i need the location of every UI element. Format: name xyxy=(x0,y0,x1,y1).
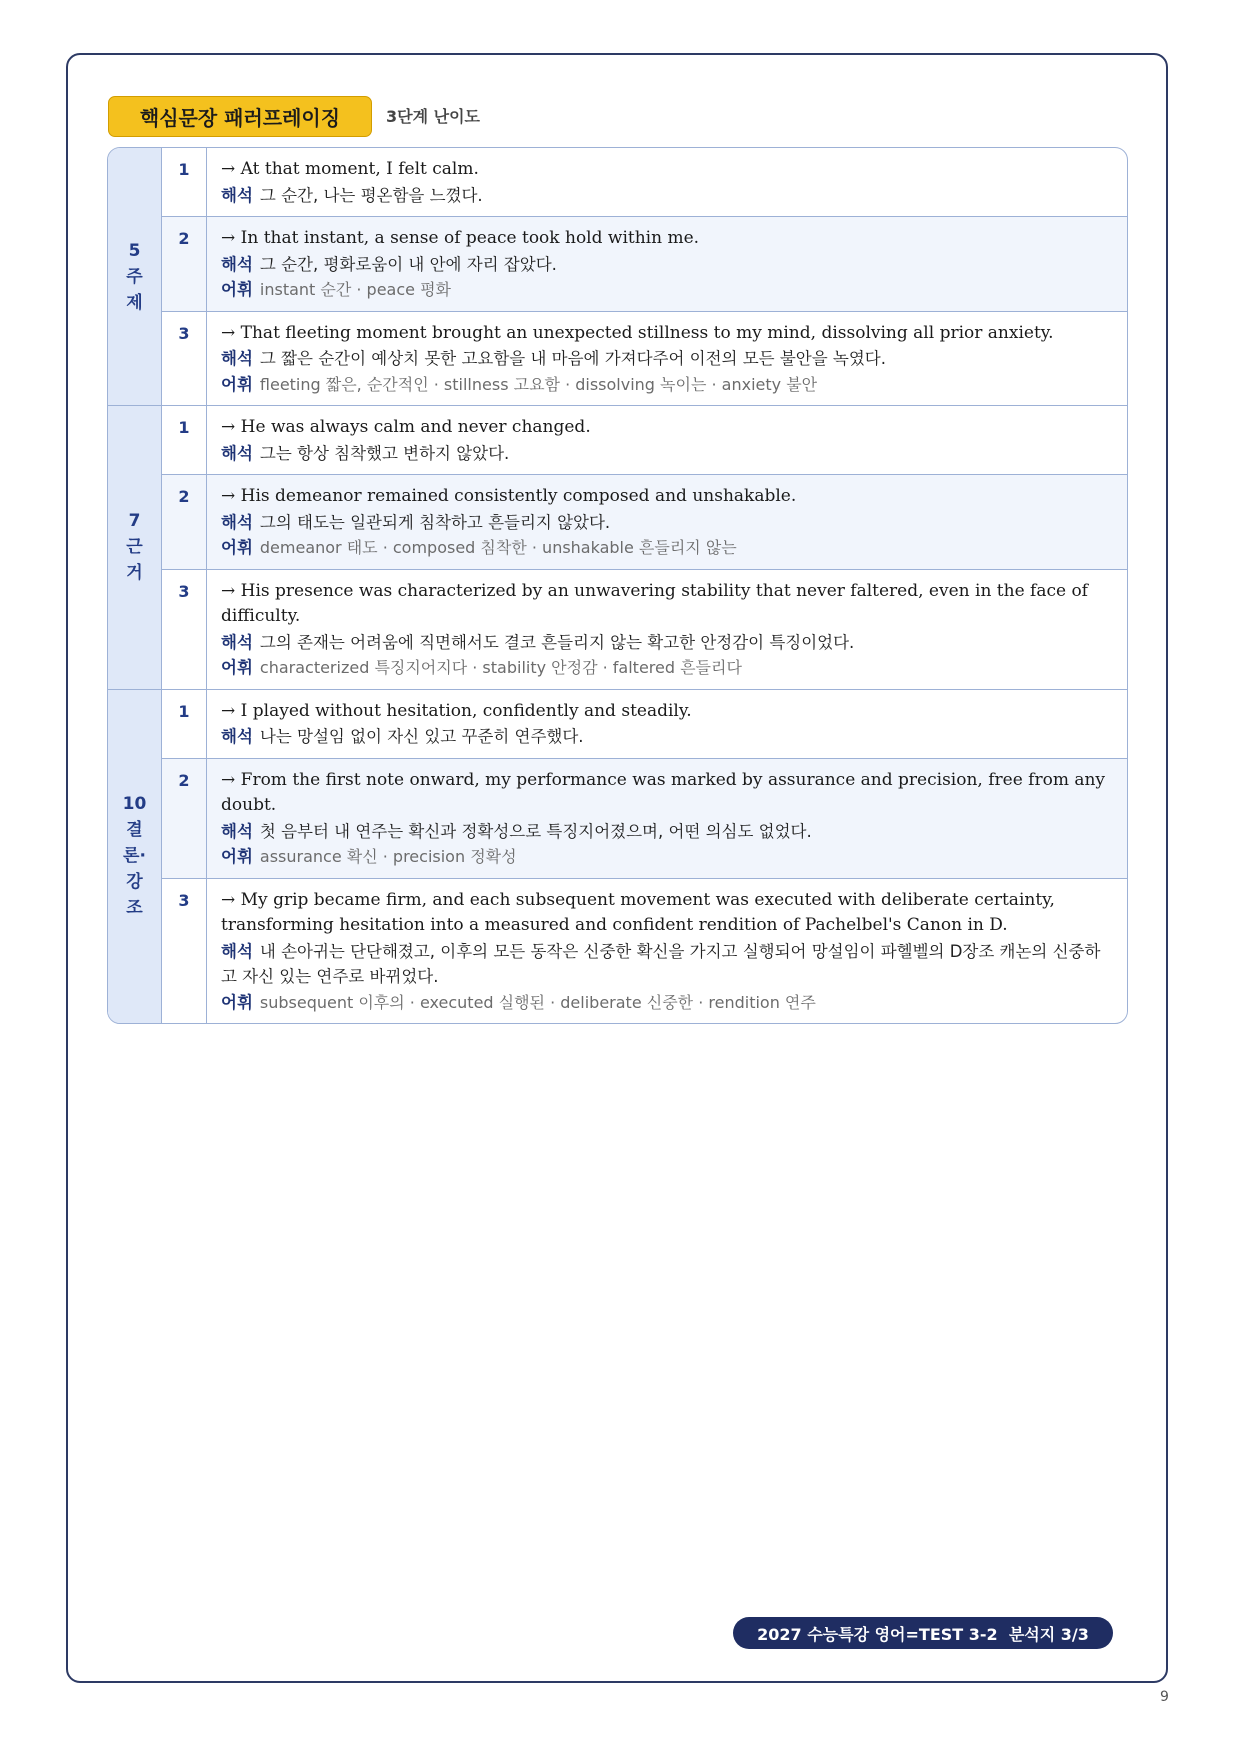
group-7 xyxy=(108,405,1127,689)
table-row xyxy=(162,878,1127,1024)
row-body xyxy=(207,475,1127,569)
row-body xyxy=(207,879,1127,1024)
translation-tag: 해석 xyxy=(221,632,253,652)
table-row xyxy=(162,569,1127,689)
vocab-text: demeanor 태도 · composed 침착한 · unshakable 흔들리지 않는 xyxy=(259,538,737,557)
vocab-tag: 어휘 xyxy=(221,374,253,394)
vocab-text: instant 순간 · peace 평화 xyxy=(259,280,452,299)
row-number: 2 xyxy=(162,759,207,878)
vocab-text: fleeting 짧은, 순간적인 · stillness 고요함 · dissolving 녹이는 · anxiety 불안 xyxy=(259,374,818,394)
table-row xyxy=(162,758,1127,878)
group-label-char: 강 xyxy=(126,872,143,893)
row-number: 2 xyxy=(162,475,207,569)
translation-tag: 해석 xyxy=(221,821,253,841)
group-label-char: 근 xyxy=(126,537,143,558)
row-body xyxy=(207,690,1127,758)
translation-tag: 해석 xyxy=(221,185,253,205)
translation-tag: 해석 xyxy=(221,941,253,961)
translation-tag: 해석 xyxy=(221,443,253,463)
translation-text: 그 짧은 순간이 예상치 못한 고요함을 내 마음에 가져다주어 이전의 모든 불안을 녹였다. xyxy=(259,349,886,368)
group-label-char: 결 xyxy=(126,820,143,841)
korean-translation xyxy=(221,630,1113,656)
translation-text: 내 손아귀는 단단해졌고, 이후의 모든 동작은 신중한 확신을 가지고 실행되어 망설임이 파헬벨의 D장조 캐논의 신중하고 자신 있는 연주로 바뀌었다. xyxy=(221,941,1101,986)
vocab-text: characterized 특징지어지다 · stability 안정감 · faltered 흔들리다 xyxy=(259,658,742,677)
english-sentence: → His demeanor remained consistently composed and unshakable. xyxy=(221,486,797,506)
row-body xyxy=(207,217,1127,311)
table-row xyxy=(162,690,1127,758)
row-number: 3 xyxy=(162,570,207,689)
row-body xyxy=(207,312,1127,406)
english-sentence: → He was always calm and never changed. xyxy=(221,417,591,437)
group-label-char: 주 xyxy=(126,266,143,287)
translation-text: 나는 망설임 없이 자신 있고 꾸준히 연주했다. xyxy=(259,727,584,746)
vocab-line xyxy=(221,844,1113,870)
row-body xyxy=(207,759,1127,878)
vocab-line xyxy=(221,372,1113,398)
group-label xyxy=(108,406,162,689)
group-5 xyxy=(108,148,1127,405)
korean-translation xyxy=(221,939,1113,990)
table-row xyxy=(162,148,1127,216)
translation-text: 그 순간, 나는 평온함을 느꼈다. xyxy=(259,185,483,205)
row-body xyxy=(207,406,1127,474)
group-label xyxy=(108,148,162,405)
korean-translation xyxy=(221,441,1113,467)
vocab-line xyxy=(221,990,1113,1016)
english-sentence: → At that moment, I felt calm. xyxy=(221,159,479,179)
korean-translation xyxy=(221,346,1113,372)
difficulty-label: 3단계 난이도 xyxy=(386,107,480,126)
row-number: 3 xyxy=(162,879,207,1024)
table-row xyxy=(162,216,1127,311)
vocab-text: subsequent 이후의 · executed 실행된 · deliberate 신중한 · rendition 연주 xyxy=(259,992,816,1012)
group-label-char: 제 xyxy=(126,292,143,313)
translation-text: 첫 음부터 내 연주는 확신과 정확성으로 특징지어졌으며, 어떤 의심도 없었다. xyxy=(259,821,812,841)
vocab-tag: 어휘 xyxy=(221,538,253,557)
row-number: 3 xyxy=(162,312,207,406)
row-number: 1 xyxy=(162,406,207,474)
translation-tag: 해석 xyxy=(221,349,253,368)
english-sentence: → That fleeting moment brought an unexpected stillness to my mind, dissolving all prior anxiety. xyxy=(221,322,1054,343)
english-sentence: → From the first note onward, my performance was marked by assurance and precision, free from any doubt. xyxy=(221,769,1106,815)
table-row xyxy=(162,311,1127,406)
vocab-text: assurance 확신 · precision 정확성 xyxy=(259,847,517,866)
group-number: 7 xyxy=(128,511,141,532)
translation-text: 그는 항상 침착했고 변하지 않았다. xyxy=(259,443,510,463)
vocab-tag: 어휘 xyxy=(221,847,253,866)
korean-translation xyxy=(221,510,1113,536)
translation-text: 그 순간, 평화로움이 내 안에 자리 잡았다. xyxy=(259,254,557,274)
table-row xyxy=(162,406,1127,474)
row-number: 1 xyxy=(162,148,207,216)
row-body xyxy=(207,148,1127,216)
row-number: 2 xyxy=(162,217,207,311)
vocab-line xyxy=(221,535,1113,561)
group-label-char: 거 xyxy=(126,563,143,584)
vocab-tag: 어휘 xyxy=(221,658,253,677)
vocab-tag: 어휘 xyxy=(221,280,253,299)
vocab-tag: 어휘 xyxy=(221,992,253,1012)
vocab-line xyxy=(221,277,1113,303)
english-sentence: → I played without hesitation, confidently and steadily. xyxy=(221,700,692,721)
group-number: 5 xyxy=(128,240,141,261)
translation-tag: 해석 xyxy=(221,512,253,532)
english-sentence: → His presence was characterized by an unwavering stability that never faltered, even in the face of difficulty. xyxy=(221,580,1088,626)
translation-text: 그의 존재는 어려움에 직면해서도 결코 흔들리지 않는 확고한 안정감이 특징이었다. xyxy=(259,632,855,652)
footer-badge: 2027 수능특강 영어=TEST 3-2 분석지 3/3 xyxy=(733,1617,1113,1649)
group-10 xyxy=(108,689,1127,1024)
group-label xyxy=(108,690,162,1024)
paraphrase-table xyxy=(107,147,1128,1024)
korean-translation xyxy=(221,183,1113,209)
group-label-char: 조 xyxy=(126,898,143,919)
korean-translation xyxy=(221,724,1113,750)
group-number: 10 xyxy=(122,794,147,815)
translation-tag: 해석 xyxy=(221,727,253,746)
row-number: 1 xyxy=(162,690,207,758)
group-label-char: 론· xyxy=(123,846,146,867)
vocab-line xyxy=(221,655,1113,681)
row-body xyxy=(207,570,1127,689)
page-number: 9 xyxy=(1160,1689,1169,1705)
korean-translation xyxy=(221,252,1113,278)
english-sentence: → My grip became firm, and each subsequent movement was executed with deliberate certainty, transforming hesitation into a measured and confident rendition of Pachelbel's Canon in D. xyxy=(221,889,1055,935)
korean-translation xyxy=(221,819,1113,845)
translation-tag: 해석 xyxy=(221,254,253,274)
table-row xyxy=(162,474,1127,569)
translation-text: 그의 태도는 일관되게 침착하고 흔들리지 않았다. xyxy=(259,512,611,532)
section-title-badge: 핵심문장 패러프레이징 xyxy=(108,96,372,137)
english-sentence: → In that instant, a sense of peace took hold within me. xyxy=(221,228,700,248)
